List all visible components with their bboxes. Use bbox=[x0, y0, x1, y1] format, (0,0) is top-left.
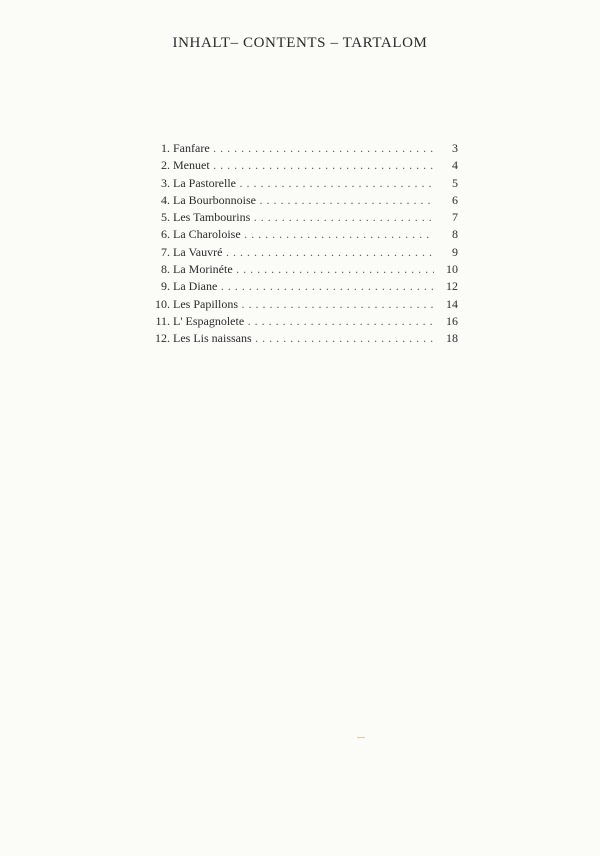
toc-number: 12. bbox=[155, 331, 170, 346]
toc-page-number: 16 bbox=[446, 313, 458, 328]
toc-leader bbox=[173, 244, 434, 261]
toc-page-number: 14 bbox=[446, 296, 458, 311]
toc-leader bbox=[173, 192, 434, 209]
toc-title: Les Tambourins bbox=[173, 210, 251, 225]
toc-entry-11 bbox=[146, 313, 458, 330]
toc-page-number: 12 bbox=[446, 279, 458, 294]
toc-leader bbox=[173, 330, 434, 347]
toc-number: 10. bbox=[155, 296, 170, 311]
toc-entry-5 bbox=[146, 209, 458, 226]
toc-title: La Vauvré bbox=[173, 244, 223, 259]
toc-entry-12 bbox=[146, 330, 458, 347]
toc-number: 2. bbox=[161, 158, 170, 173]
toc-title: L' Espagnolete bbox=[173, 313, 245, 328]
toc-title: La Diane bbox=[173, 279, 218, 294]
toc-entry-9 bbox=[146, 278, 458, 295]
toc-title: La Pastorelle bbox=[173, 175, 236, 190]
toc-title: La Bourbonnoise bbox=[173, 192, 256, 207]
toc-entry-1 bbox=[146, 140, 458, 157]
toc-page-number: 10 bbox=[446, 262, 458, 277]
paper-speck bbox=[357, 737, 365, 738]
toc-leader bbox=[173, 261, 434, 278]
toc-leader bbox=[173, 140, 434, 157]
toc-number: 3. bbox=[161, 175, 170, 190]
toc-number: 4. bbox=[161, 192, 170, 207]
toc-page-number: 3 bbox=[452, 141, 458, 155]
toc-number: 11. bbox=[155, 313, 170, 328]
toc-page-number: 5 bbox=[452, 175, 458, 190]
toc-number: 5. bbox=[161, 210, 170, 225]
toc-page-number: 4 bbox=[452, 158, 458, 173]
toc-number: 6. bbox=[161, 227, 170, 242]
toc-title: La Morinéte bbox=[173, 262, 233, 277]
toc-leader bbox=[173, 209, 434, 226]
toc-page-number: 8 bbox=[452, 227, 458, 242]
toc-page-number: 7 bbox=[452, 210, 458, 225]
toc-number: 8. bbox=[161, 262, 170, 277]
toc-title: La Charoloise bbox=[173, 227, 241, 242]
page-title: INHALT– CONTENTS – TARTALOM bbox=[172, 35, 428, 51]
toc-title: Menuet bbox=[173, 158, 210, 173]
toc-entry-8 bbox=[146, 261, 458, 278]
toc-number: 7. bbox=[161, 244, 170, 259]
toc-leader bbox=[173, 175, 434, 192]
toc-entry-6 bbox=[146, 226, 458, 243]
toc-title: Les Papillons bbox=[173, 296, 238, 311]
toc-entry-7 bbox=[146, 244, 458, 261]
toc-number: 1. bbox=[161, 141, 170, 155]
toc-page-number: 9 bbox=[452, 244, 458, 259]
toc-entry-4 bbox=[146, 192, 458, 209]
toc-leader bbox=[173, 157, 434, 174]
toc-leader bbox=[173, 226, 434, 243]
toc-page-number: 18 bbox=[446, 331, 458, 346]
toc-entry-10 bbox=[146, 296, 458, 313]
toc-leader bbox=[173, 278, 434, 295]
toc-leader bbox=[173, 296, 434, 313]
toc-leader bbox=[173, 313, 434, 330]
toc-entry-2 bbox=[146, 157, 458, 174]
toc-title: Fanfare bbox=[173, 141, 210, 155]
toc-entry-3 bbox=[146, 175, 458, 192]
table-of-contents bbox=[146, 140, 458, 348]
toc-number: 9. bbox=[161, 279, 170, 294]
toc-title: Les Lis naissans bbox=[173, 331, 252, 346]
toc-page-number: 6 bbox=[452, 192, 458, 207]
